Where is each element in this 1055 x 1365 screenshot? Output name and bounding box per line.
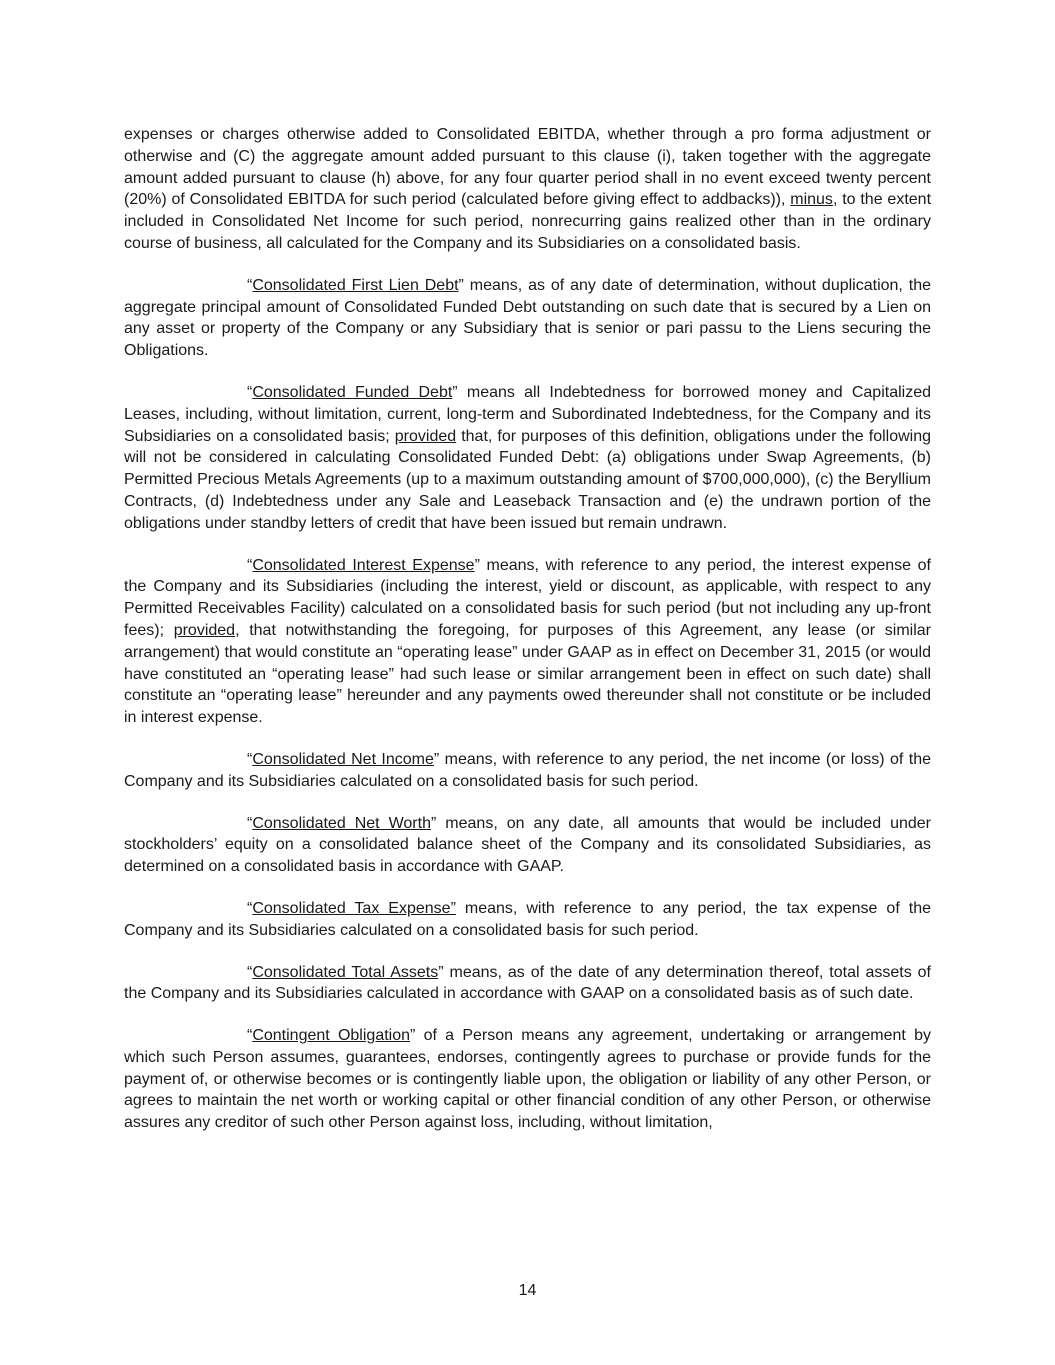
defined-term: Consolidated Tax Expense” [252,899,456,917]
underlined-term: provided [394,427,457,445]
definition-consolidated-net-income: “Consolidated Net Income” means, with reference to any period, the net income (or loss) of the Company and its Subsidiaries calculated on a consolidated basis for such period. [124,750,932,790]
defined-term: Consolidated First Lien Debt [252,276,459,294]
defined-term: Consolidated Funded Debt [252,383,453,401]
definition-consolidated-tax-expense: “Consolidated Tax Expense” means, with reference to any period, the tax expense of the Company and its Subsidiaries calculated on a consolidated basis for such period. [124,899,931,939]
defined-term: Consolidated Net Income [252,750,434,768]
defined-term: Consolidated Interest Expense [252,556,475,574]
definition-consolidated-funded-debt: “Consolidated Funded Debt” means all Indebtedness for borrowed money and Capitalized Leases, including, without limitation, current, long-term and Subordinated Indebtedness, for the Company and its Subsidiaries on a consolidated basis; provided that, for purposes of this definition, obligations under the following will not be considered in calculating Consolidated Funded Debt: (a) obligations under Swap Agreements, (b) Permitted Precious Metals Agreements (up to a maximum outstanding amount of $700,000,000), (c) the Beryllium Contracts, (d) Indebtedness under any Sale and Leaseback Transaction and (e) the undrawn portion of the obligations under standby letters of credit that have been issued but remain undrawn. [124,383,932,532]
definition-consolidated-total-assets: “Consolidated Total Assets” means, as of the date of any determination thereof, total assets of the Company and its Subsidiaries calculated in accordance with GAAP on a consolidated basis as of such date. [124,963,931,1003]
document-body [124,124,931,1154]
defined-term: Consolidated Net Worth [252,814,431,832]
underlined-term: minus [790,191,833,209]
defined-term: Consolidated Total Assets [252,963,439,981]
defined-term: Contingent Obligation [252,1027,411,1045]
definition-consolidated-interest-expense: “Consolidated Interest Expense” means, with reference to any period, the interest expense of the Company and its Subsidiaries (including the interest, yield or discount, as applicable, with respect to any Permitted Receivables Facility) calculated on a consolidated basis for such period (but not including any up-front fees); provided, that notwithstanding the foregoing, for purposes of this Agreement, any lease (or similar arrangement) that would constitute an “operating lease” under GAAP as in effect on December 31, 2015 (or would have constituted an “operating lease” had such lease or similar arrangement been in effect on such date) shall constitute an “operating lease” hereunder and any payments owed thereunder shall not constitute or be included in interest expense. [124,556,932,727]
underlined-term: provided [173,621,236,639]
page-number: 14 [518,1282,537,1299]
definition-consolidated-first-lien-debt: “Consolidated First Lien Debt” means, as of any date of determination, without duplication, the aggregate principal amount of Consolidated Funded Debt outstanding on such date that is secured by a Lien on any asset or property of the Company or any Subsidiary that is senior or pari passu to the Liens securing the Obligations. [124,276,932,360]
intro-paragraph: expenses or charges otherwise added to Consolidated EBITDA, whether through a pro forma adjustment or otherwise and (C) the aggregate amount added pursuant to this clause (i), taken together with the aggregate amount added pursuant to clause (h) above, for any four quarter period shall in no event exceed twenty percent (20%) of Consolidated EBITDA for such period (calculated before giving effect to addbacks)), minus, to the extent included in Consolidated Net Income for such period, nonrecurring gains realized other than in the ordinary course of business, all calculated for the Company and its Subsidiaries on a consolidated basis. [124,126,932,252]
definition-contingent-obligation: “Contingent Obligation” of a Person means any agreement, undertaking or arrangement by which such Person assumes, guarantees, endorses, contingently agrees to purchase or provide funds for the payment of, or otherwise becomes or is contingently liable upon, the obligation or liability of any other Person, or agrees to maintain the net worth or working capital or other financial condition of any other Person, or otherwise assures any creditor of such other Person against loss, including, without limitation, [124,1027,931,1132]
definition-consolidated-net-worth: “Consolidated Net Worth” means, on any date, all amounts that would be included under stockholders’ equity on a consolidated balance sheet of the Company and its consolidated Subsidiaries, as determined on a consolidated basis in accordance with GAAP. [124,814,931,876]
